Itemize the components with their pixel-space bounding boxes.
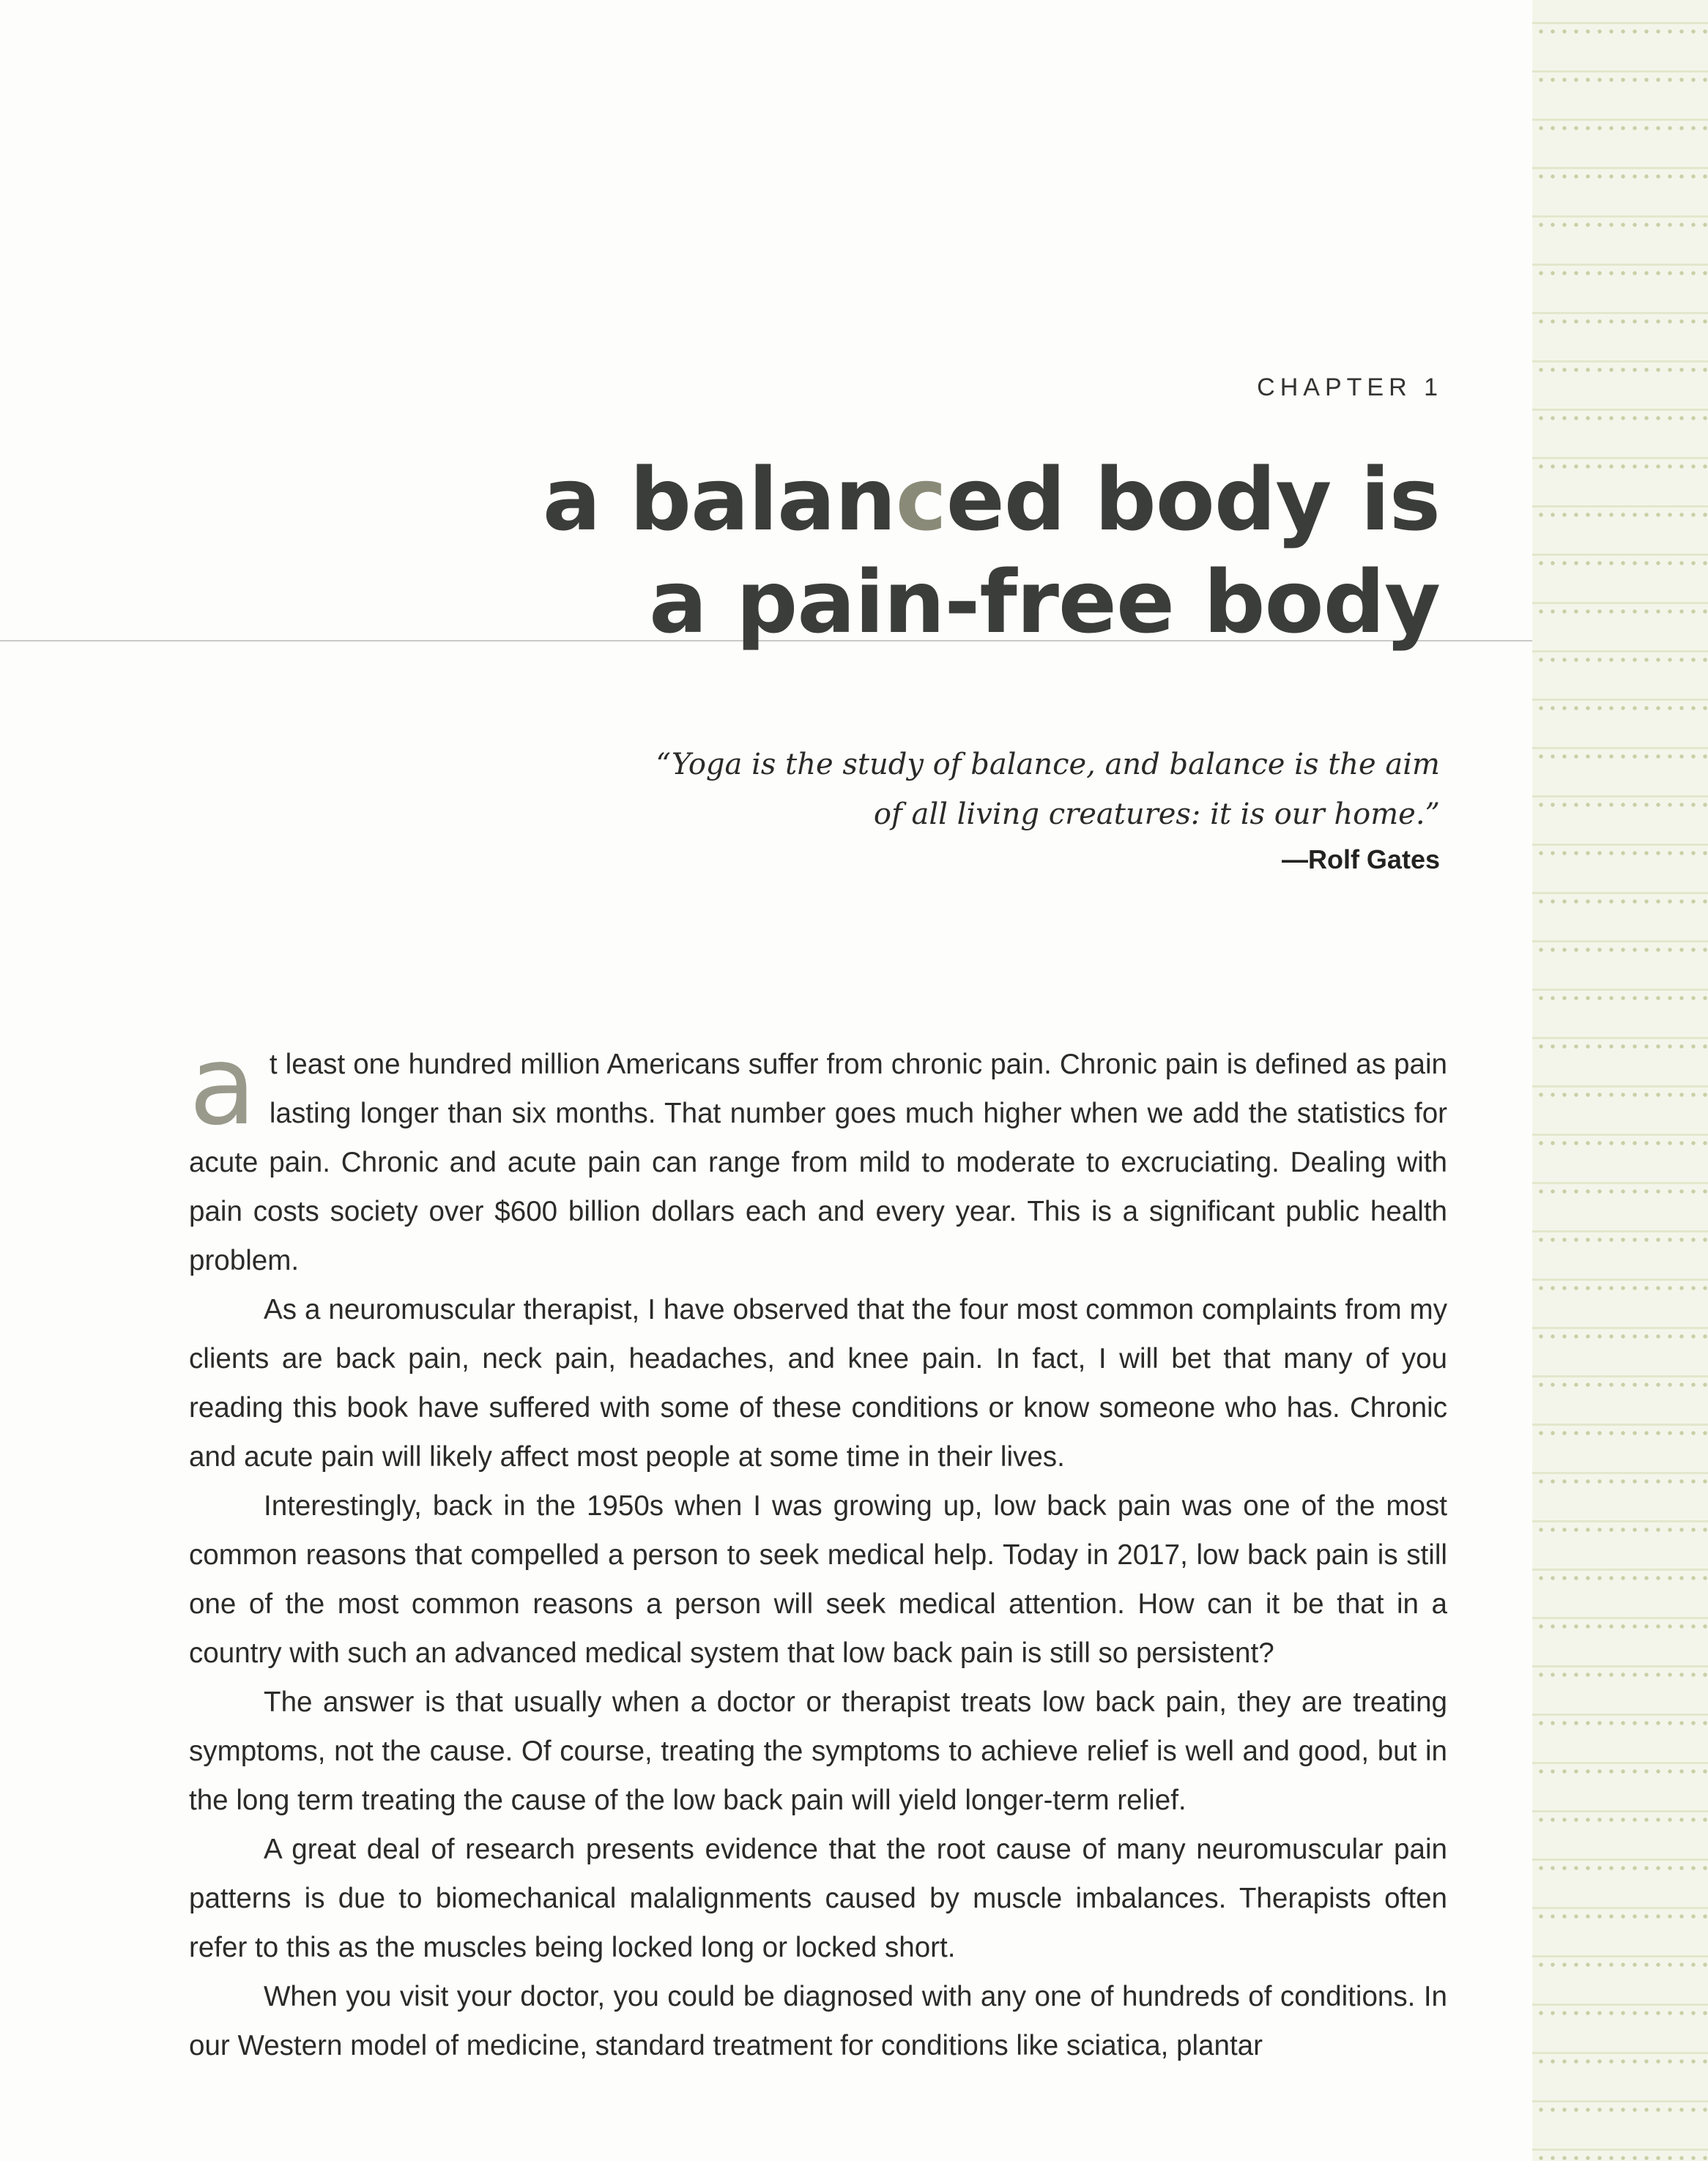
chapter-title-part1: a balan bbox=[542, 449, 896, 550]
epigraph-quote-line2: of all living creatures: it is our home.” bbox=[873, 797, 1440, 831]
chapter-title-line1 bbox=[543, 449, 1440, 550]
decorative-side-band bbox=[1532, 0, 1708, 2161]
body-paragraph-1-text: t least one hundred million Americans suffer from chronic pain. Chronic pain is defined as pain lasting longer than six months. That number goes much higher when we add the statistics for acute pain. Chronic and acute pain can range from mild to moderate to excruciating. Dealing with pain costs society over $600 billion dollars each and every year. This is a significant public health problem. bbox=[189, 1049, 1447, 1276]
drop-cap: a bbox=[189, 1022, 256, 1150]
epigraph-quote-line1: “Yoga is the study of balance, and balance is the aim bbox=[656, 748, 1440, 781]
epigraph bbox=[634, 740, 1440, 880]
body-text bbox=[189, 1022, 1447, 2070]
body-paragraph-1 bbox=[189, 1022, 1447, 1285]
chapter-title bbox=[488, 448, 1440, 653]
body-paragraph-3: Interestingly, back in the 1950s when I was growing up, low back pain was one of the most common reasons that compelled a person to seek medical help. Today in 2017, low back pain is still one of the most common reasons a person will seek medical attention. How can it be that in a country with such an advanced medical system that low back pain is still so persistent? bbox=[189, 1490, 1447, 1669]
body-paragraph-5: A great deal of research presents evidence that the root cause of many neuromuscular pain patterns is due to biomechanical malalignments caused by muscle imbalances. Therapists often refer to this as the muscles being locked long or locked short. bbox=[189, 1834, 1447, 1963]
chapter-label: CHAPTER 1 bbox=[1257, 373, 1443, 401]
body-paragraph-2: As a neuromuscular therapist, I have observed that the four most common complaints from my clients are back pain, neck pain, headaches, and knee pain. In fact, I will bet that many of you reading this book have suffered with some of these conditions or know someone who has. Chronic and acute pain will likely affect most people at some time in their lives. bbox=[189, 1294, 1447, 1473]
body-paragraph-6: When you visit your doctor, you could be diagnosed with any one of hundreds of conditions. In our Western model of medicine, standard treatment for conditions like sciatica, plantar bbox=[189, 1981, 1447, 2061]
chapter-title-accent-letter: c bbox=[895, 449, 946, 550]
epigraph-attribution: —Rolf Gates bbox=[1281, 844, 1440, 874]
chapter-title-part2: ed body is bbox=[946, 449, 1440, 550]
body-paragraph-4: The answer is that usually when a doctor or therapist treats low back pain, they are treating symptoms, not the cause. Of course, treating the symptoms to achieve relief is well and good, but in the long term treating the cause of the low back pain will yield longer-term relief. bbox=[189, 1686, 1447, 1816]
chapter-title-line2: a pain-free body bbox=[649, 551, 1440, 652]
